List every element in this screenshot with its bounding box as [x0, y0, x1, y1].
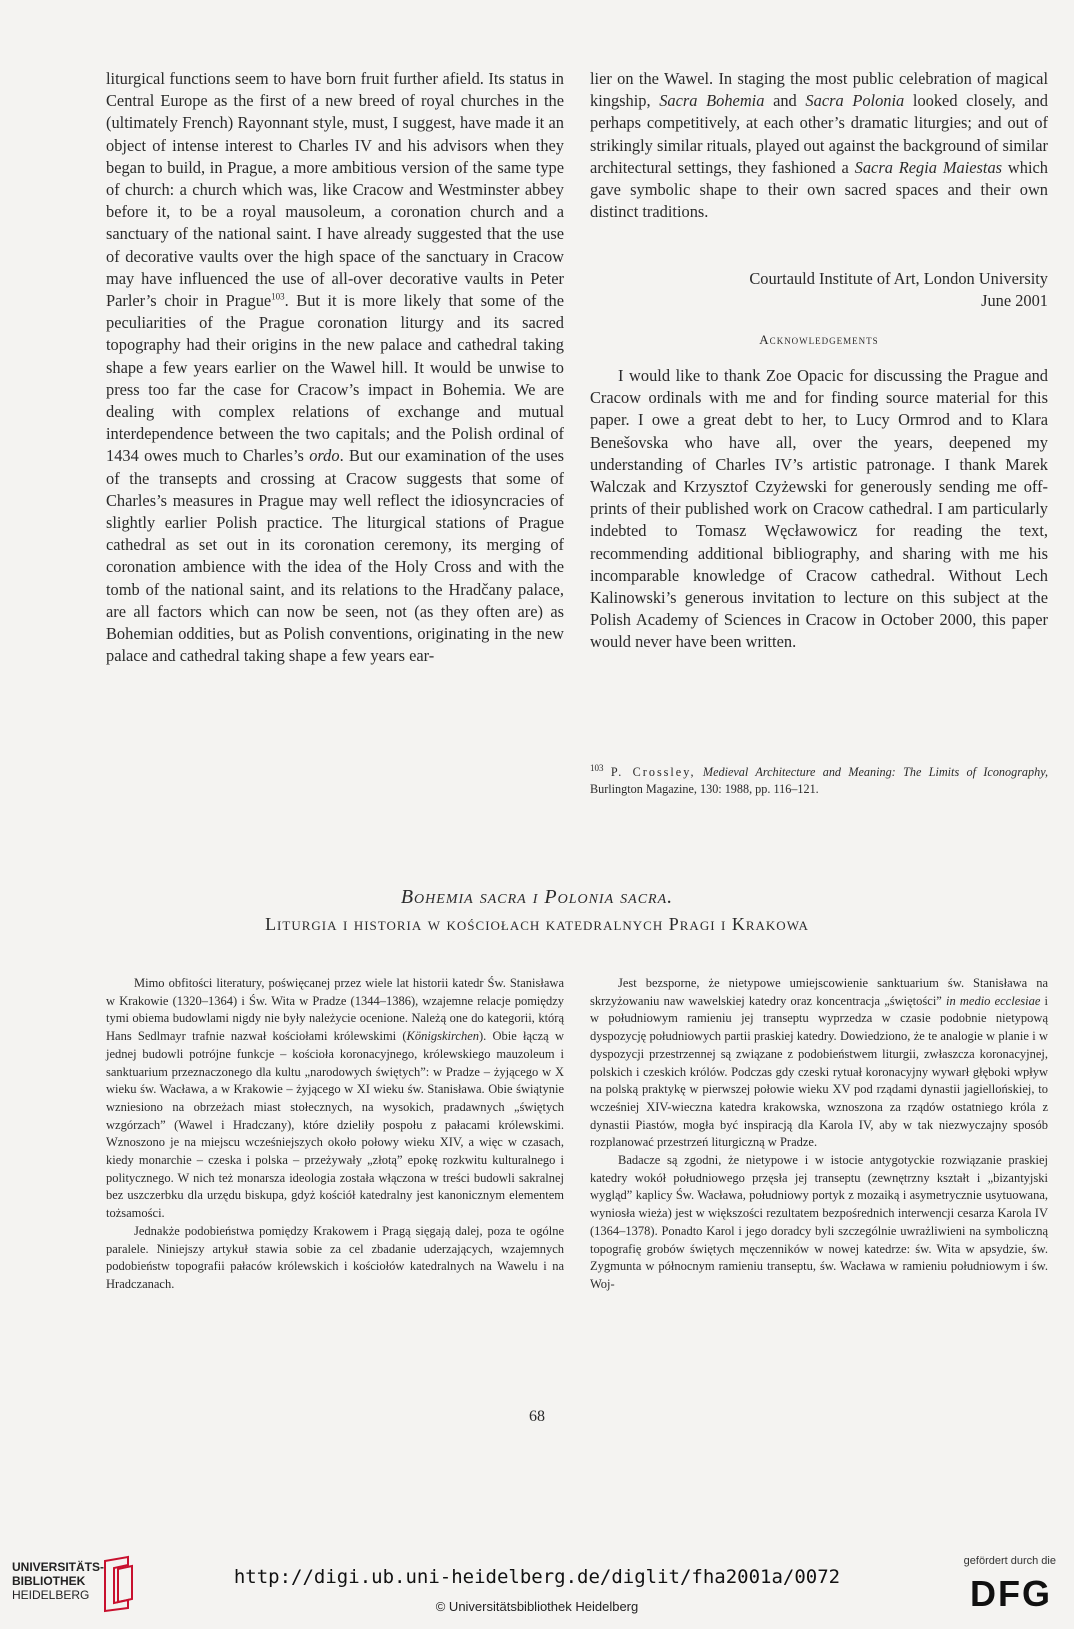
summary-paragraph: Jednakże podobieństwa pomiędzy Krakowem i Pragą sięgają dalej, poza te ogólne paralele. Niniejszy artykuł stawia sobie za cel zbadanie uderzających, wzajemnych podobieństw topografii pałaców królewskich i kościołów katedralnych na Wawelu i na Hradczanach. [106, 1223, 564, 1291]
footnote-title: Medieval Architecture and Meaning: The Limits of Iconography, [702, 765, 1048, 779]
footnote-ref: 103 [271, 291, 285, 302]
summary-title-line2: Liturgia i historia w kościołach katedralnych Pragi i Krakowa [265, 914, 809, 934]
acknowledgements-heading: Acknowledgements [759, 332, 879, 347]
footnote-rest: Burlington Magazine, 130: 1988, pp. 116–121. [590, 782, 819, 796]
main-text-paragraph: liturgical functions seem to have born fruit further afield. Its status in Central Europe as the first of a new breed of royal churches in the (ultimately French) Rayonnant style, must, I suggest, have made it an object of intense interest to Charles IV and his advisors when they began to build, in Prague, a more ambitious version of the same type of church: a church which was, like Cracow and Westminster abbey before it, to be a royal mausoleum, a coronation church and a sanctuary of the national saint. I have already suggested that the use of decorative vaults over the high space of the sanctuary in Cracow may have influenced the use of all-over decorative vaults in Peter Parler’s choir in Prague$^{103}$. But it is more likely that some of the peculiarities of the Prague coronation liturgy and its sacred topography had their origins in the new palace and cathedral taking shape a few years earlier on the Wawel hill. It would be unwise to press too far the case for Cracow’s impact in Bohemia. We are dealing with complex relations of exchange and mutual interdependence between the two capitals; and the Polish ordinal of 1434 owes much to Charles’s ordo. But our examination of the uses of the transepts and crossing at Cracow suggests that some of Charles’s measures in Prague may well reflect the idiosyncracies of slightly earlier Polish practice. The liturgical stations of Prague cathedral as set out in its coronation ceremony, its merging of coronation ambience with the idea of the Holy Cross and with the tomb of the national saint, and its relations to the Hradčany palace, are all factors which can now be seen, not (as they often are) as Bohemian oddities, but as Polish conventions, originating in the new palace and cathedral taking shape a few years ear- [106, 69, 564, 666]
dfg-logo: DFG [970, 1573, 1052, 1614]
summary-paragraph: Badacze są zgodni, że nietypowe i w istocie antygotyckie rozwiązanie praskiej katedry wokół południowego przęsła jej transeptu (zewnętrzny kształt i „bizantyjski wygląd” kaplicy Św. Wacława, południowy portyk z mozaiką i asymetrycznie usytuowana, wyniosła wieża) jest w większości rezultatem bezpośrednich interwencji cesarza Karola IV (1364–1378). Ponadto Karol i jego doradcy byli szczególnie uwrażliwieni na symboliczną topografię grobów świętych męczenników w nowej katedrze: św. Wita w apsydzie, św. Zygmunta w północnym ramieniu transeptu, św. Wacława w ramieniu południowym i św. Woj- [590, 1153, 1048, 1291]
footnote [590, 764, 1048, 798]
institute-line: Courtauld Institute of Art, London University [749, 269, 1048, 288]
funding-note: gefördert durch die [963, 1555, 1056, 1567]
library-name: UNIVERSITÄTS- BIBLIOTHEK HEIDELBERG [12, 1560, 105, 1602]
summary-paragraph: Mimo obfitości literatury, poświęcanej przez wiele lat historii katedr Św. Stanisława w Krakowie (1320–1364) i Św. Wita w Pradze (1344–1386), wzajemne relacje pomiędzy tymi obiema budowlami nigdy nie były należycie ocenione. Należą one do kategorii, którą Hans Sedlmayr trafnie nazwał kościołami królewskimi (Königskirchen). Obie łączą w jednej budowli potrójne funkcje – kościoła koronacyjnego, królewskiego mauzoleum i sanktuarium przeznaczonego dla kultu „narodowych świętych”: w Pradze – żyjącego w X wieku św. Wacława, a w Krakowie – żyjącego w XI wieku św. Stanisława. Obie świątynie wzniesiono na obrzeżach miast stołecznych, na wysokich, pradawnych „świętych wzgórzach” (Wawel i Hradczany), które dzieliły pospołu z pałacami królewskimi. Wznoszono je na miejscu wcześniejszych około połowy wieku XIV, a więc w czasach, kiedy monarchie – czeska i polska – przeżywały „złotą” epokę rozkwitu kulturalnego i politycznego. W nich też monarsza ideologia została włączona w treści budowli sakralnej bez uszczerbku dla urzędu biskupa, gdyż kościół katedralny jest kanonicznym elementem tożsamości. [106, 976, 564, 1221]
main-text-left-column [106, 68, 564, 667]
summary-right-column [590, 975, 1048, 1294]
date-line: June 2001 [981, 291, 1048, 310]
summary-title-line1: Bohemia sacra i Polonia sacra. [400, 886, 674, 908]
page-number: 68 [529, 1408, 545, 1425]
footnote-number: 103 [590, 762, 604, 773]
acknowledgements-body: I would like to thank Zoe Opacic for discussing the Prague and Cracow ordinals with me and for finding source material for this paper. I owe a great debt to her, to Lucy Ormrod and to Klara Benešovska who have all, over the years, deepened my understanding of Charles IV’s artistic patronage. I thank Marek Walczak and Krzysztof Czyżewski for generously sending me off-prints of their published work on Cracow cathedral. I am particularly indebted to Tomasz Węcławowicz for reading the text, recommending additional bibliography, and sharing with me his incomparable knowledge of Cracow cathedral. Without Lech Kalinowski’s generous invitation to lecture on this subject at the Polish Academy of Sciences in Cracow in October 2000, this paper would never have been written. [590, 366, 1048, 652]
summary-left-column [106, 975, 564, 1294]
main-text-right-column [590, 68, 1048, 223]
summary-paragraph: Jest bezsporne, że nietypowe umiejscowienie sanktuarium św. Stanisława na skrzyżowaniu naw wawelskiej katedry oraz koncentracja „świętości” in medio ecclesiae i w południowym ramieniu jej transeptu wyprzedza w czasie podobnie nietypową dyspozycję południowych partii praskiej katedry. Dowiedziono, że te analogie w planie i w dyspozycji przestrzennej są związane z podobieństwem liturgii, zwłaszcza koronacyjnej, polskich i czeskich królów. Podczas gdy czeski rytuał koronacyjny wywarł głęboki wpływ na polską praktykę w pierwszej połowie wieku XV pod rządami dynastii jagiellońskiej, to wcześniej XIV-wieczna katedra krakowska, wznoszona za rządów ostatniego króla z dynastii Piastów, mogła być inspiracją dla Karola IV, aby w tak niezwyczajny sposób rozplanować przestrzeń liturgiczną w Pradze. [590, 976, 1048, 1150]
copyright-notice: © Universitätsbibliothek Heidelberg [435, 1599, 639, 1614]
source-url-link[interactable]: http://digi.ub.uni-heidelberg.de/diglit/fha2001a/0072 [233, 1566, 841, 1588]
footnote-author: P. Crossley, [610, 765, 696, 779]
main-text-paragraph-continued: lier on the Wawel. In staging the most public celebration of magical kingship, Sacra Bohemia and Sacra Polonia looked closely, and perhaps competitively, at each other’s dramatic liturgies; and out of strikingly similar rituals, played out against the background of similar architectural settings, they fashioned a Sacra Regia Maiestas which gave symbolic shape to their own sacred spaces and their own distinct traditions. [590, 69, 1048, 222]
author-affiliation [590, 268, 1048, 312]
